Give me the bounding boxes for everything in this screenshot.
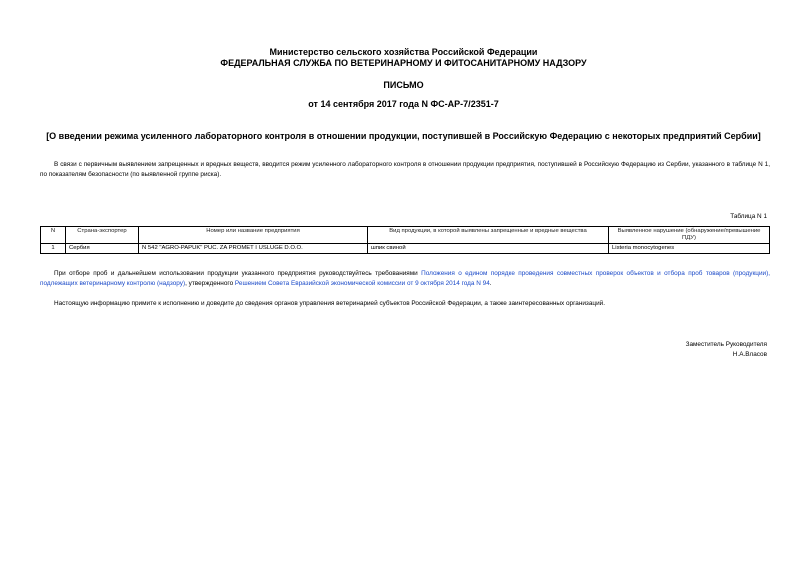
- table-row: [41, 244, 770, 254]
- table-caption: Таблица N 1: [730, 213, 767, 220]
- ministry-name: Министерство сельского хозяйства Российской Федерации: [269, 47, 538, 57]
- service-name: ФЕДЕРАЛЬНАЯ СЛУЖБА ПО ВЕТЕРИНАРНОМУ И ФИТОСАНИТАРНОМУ НАДЗОРУ: [220, 58, 587, 68]
- document-type: ПИСЬМО: [383, 80, 424, 90]
- cell-enterprise: N 542 "AGRO-PAPUK" PUC. ZA PROMET I USLUGE D.O.O.: [139, 244, 368, 254]
- signature-position: Заместитель Руководителя: [685, 341, 767, 348]
- decision-link[interactable]: Решением Совета Евразийской экономической комиссии от 9 октября 2014 года N 94: [234, 280, 490, 287]
- document-date: от 14 сентября 2017 года N ФС-АР-7/2351-7: [308, 99, 499, 109]
- instruction-paragraph: Настоящую информацию примите к исполнению и доведите до сведения органов управления ветеринарией субъектов Российской Федерации, а также заинтересованных организаций.: [54, 300, 605, 307]
- cell-n: 1: [41, 244, 66, 254]
- p2-text-end: .: [489, 280, 492, 287]
- enterprise-table: [40, 226, 770, 254]
- signature-name: Н.А.Власов: [732, 351, 767, 358]
- cell-country: Сербия: [66, 244, 139, 254]
- header-enterprise: Номер или название предприятия: [139, 227, 368, 244]
- document-subject: [О введении режима усиленного лабораторного контроля в отношении продукции, поступившей в Российскую Федерацию с некоторых предприятий Сербии]: [46, 131, 761, 141]
- cell-product: шпик свиной: [368, 244, 609, 254]
- p2-text-mid: , утвержденного: [185, 280, 235, 287]
- cell-violation: Listeria monocytogenes: [609, 244, 770, 254]
- p2-text-start: При отборе проб и дальнейшем использовании продукции указанного предприятия руководствуйтесь требованиями: [54, 270, 422, 277]
- regulation-link[interactable]: Положения о едином порядке проведения совместных проверок объектов и отбора проб товаров (продукции), подлежащих ветеринарному контролю (надзору): [40, 270, 771, 287]
- header-violation: Выявленное нарушение (обнаружение/превышение ПДУ): [609, 227, 770, 244]
- header-n: N: [41, 227, 66, 244]
- header-country: Страна-экспортер: [66, 227, 139, 244]
- requirements-paragraph: [40, 269, 770, 289]
- header-product: Вид продукции, в которой выявлены запрещенные и вредные вещества: [368, 227, 609, 244]
- intro-paragraph: В связи с первичным выявлением запрещенных и вредных веществ, вводится режим усиленного лабораторного контроля в отношении продукции предприятия, поступившей в Российскую Федерацию из Сербии, указанного в таблице N 1, по показателям безопасности (по выявленной группе риска).: [40, 161, 770, 178]
- table-header-row: [41, 227, 770, 244]
